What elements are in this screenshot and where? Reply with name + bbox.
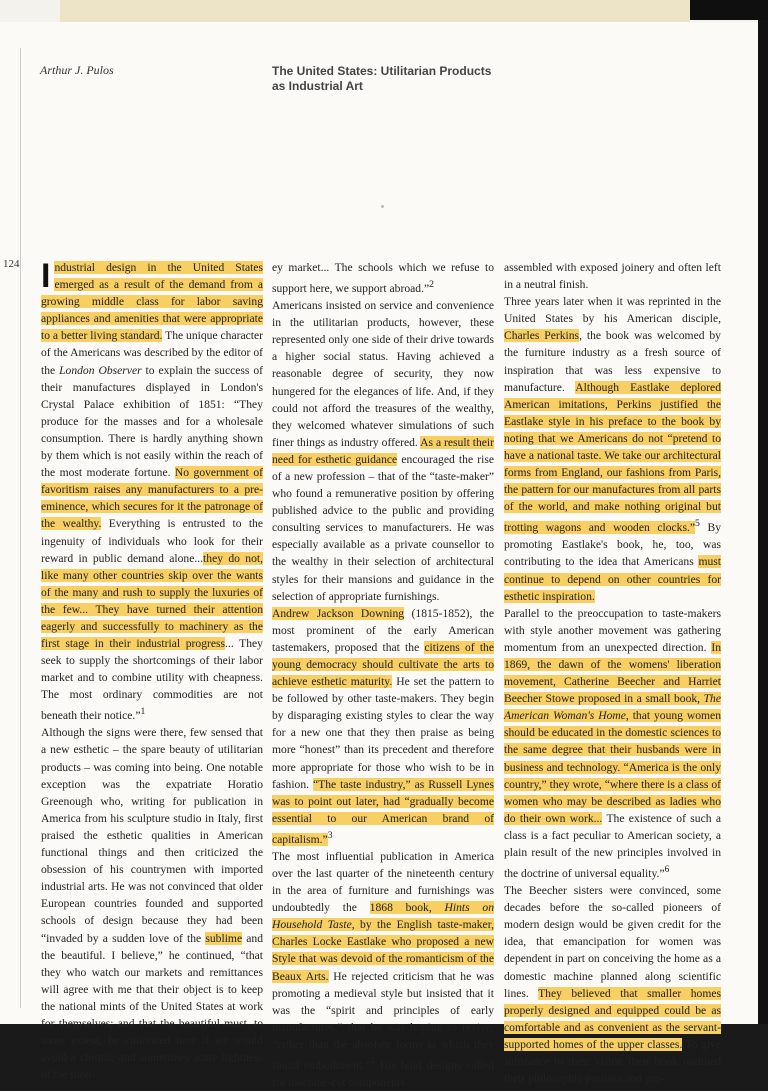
paragraph — [504, 293, 721, 605]
body-text: Parallel to the preoccupation to taste-makers with style another movement was gathering momentum from an unexpected direction. — [504, 606, 721, 654]
body-text: The existence of such a class is a fact peculiar to American society, a plain result of the new principles involved in the doctrine of universal equality.” — [504, 811, 721, 880]
paragraph — [504, 882, 721, 1087]
italic-title: Hints on Household Taste — [272, 901, 494, 932]
body-text: His bold designs called for machine-cut components — [272, 1058, 494, 1089]
margin-rule — [20, 48, 21, 1008]
footnote-marker: 6 — [664, 864, 670, 876]
body-text: assembled with exposed joinery and often left in a neutral finish. — [504, 261, 721, 292]
paragraph — [272, 259, 494, 297]
footnote-marker: 3 — [327, 829, 333, 841]
highlighted-text: Charles Perkins — [504, 329, 580, 343]
scan-speck — [381, 205, 384, 208]
chapter-title-line-2: as Industrial Art — [272, 79, 363, 93]
text-column-2 — [272, 259, 494, 1091]
body-text: The most influential publication in America over the last quarter of the nineteenth century in the area of furniture and furnishings was undoubtedly the — [272, 849, 494, 915]
running-head-author: Arthur J. Pulos — [40, 63, 114, 77]
body-text: (1815-1852), the most prominent of the early American tastemakers, proposed that the — [272, 606, 494, 654]
paragraph — [41, 724, 263, 1083]
body-text: He set the pattern to be followed by other taste-makers. They begin by disparaging existing styles to clear the way for a new one that they then praise as being more “honest” than its precedent and therefore more appropriate for those who wish to be in fashion. — [272, 675, 494, 791]
body-text: and the beautiful. I believe,” he continued, “that they who watch our markets and remittances will agree with me that their object is to keep the national mints of the United States at work for themselves; and that the beautiful must, to some extent, be cultivated here if we would avoid a chronic and sometimes acute tightness of the mon- — [41, 931, 263, 1082]
body-text: ey market... The schools which we refuse to support here, we support abroad.” — [272, 261, 494, 295]
body-text: The Beecher sisters were convinced, some decades before the so-called pioneers of modern design would be given credit for the idea, that emancipation for women was dependent in part on conceiving the home as a domestic machine planned along scientific lines. — [504, 884, 721, 1000]
highlighted-text: Andrew Jackson Downing — [272, 606, 405, 620]
scan-border — [758, 0, 768, 1024]
highlighted-text: 1868 book, — [369, 901, 445, 915]
highlighted-text: As a result their need for esthetic guidance — [272, 435, 494, 466]
paragraph — [272, 848, 494, 1091]
body-text: The unique character of the Americans was described by the editor of the — [41, 329, 263, 377]
body-text: He rejected criticism that he was promoting a medieval style but insisted that it was the “spirit and principles of early manufactures,” that he was hoping to revive, “rather than the absolute forms in which they found embodiment.” — [272, 969, 494, 1072]
highlighted-text: “The taste industry,” as Russell Lynes was to point out later, had “gradually become essential to our American brand of capitalism.” — [272, 777, 494, 846]
scan-tape-strip — [60, 0, 690, 22]
body-text: To give substance to their vision their book outlined their philosophic position and pro- — [504, 1037, 721, 1086]
italic-title: London Observer — [59, 363, 142, 377]
body-text: Although the signs were there, few sensed that a new esthetic – the spare beauty of utilitarian products – was coming into being. One notable exception was the expatriate Horatio Greenough who, writing for publication in America from his sculpture studio in Italy, first praised the esthetic qualities in American functional things and then criticized the obsession of his countrymen with imported industrial arts. He was not convinced that older European countries founded and supported schools of design because they had been “invaded by a sudden love of the — [41, 726, 263, 945]
paragraph — [41, 259, 263, 724]
body-text: By promoting Eastlake's book, he, too, was contributing to the idea that Americans — [504, 521, 721, 569]
highlighted-text: Although Eastlake deplored American imitations, Perkins justified the Eastlake style in his preface to the book by noting that we Americans do not “pretend to have a national taste. We take our architectural forms from England, our fashions from Paris, the pattern for our manufactures from all parts of the world, and make nothing original but trotting wagons and wooden clocks.” — [504, 380, 721, 535]
paragraph — [504, 605, 721, 882]
scan-corner — [690, 0, 768, 20]
chapter-title — [272, 64, 532, 94]
highlighted-text: citizens of the young democracy should cultivate the arts to achieve esthetic maturity. — [272, 640, 494, 689]
highlighted-text: ndustrial design in the United States emerged as a result of the demand from a growing middle class for labor saving appliances and amenities that were appropriate to a better living standard. — [41, 261, 263, 343]
body-text: to explain the success of their manufactures displayed in London's Crystal Palace exhibition of 1851: “They produce for the masses and for a wholesale consumption. There is hardly anything shown by them which is not easily within the reach of the most moderate fortune. — [41, 363, 263, 480]
drop-cap: I — [41, 257, 51, 295]
page-number: 124 — [3, 258, 20, 270]
highlighted-text: , by the English taste-maker, Charles Locke Eastlake who proposed a new Style that was devoid of the romanticism of the Beaux Arts. — [272, 918, 494, 983]
paragraph — [272, 605, 494, 848]
highlighted-text: sublime — [205, 931, 243, 945]
body-text: , the book was welcomed by the furniture industry as a fresh source of inspiration that was less expensive to manufacture. — [504, 329, 721, 394]
highlighted-text: they do not, like many other countries skip over the wants of the many and rush to supply the luxuries of the few... They have turned their attention eagerly and successfully to machinery as the first stage in their industrial progress — [41, 551, 263, 651]
paragraph — [272, 297, 494, 605]
highlighted-text: In 1869, the dawn of the womens' liberation movement, Catherine Beecher and Harriet Beecher Stowe proposed in a small book, — [504, 640, 721, 706]
highlighted-text: They believed that smaller homes properly designed and equipped could be as comfortable and as convenient as the servant-supported homes of the upper classes. — [504, 986, 721, 1051]
footnote-marker: 2 — [429, 279, 434, 291]
highlighted-text: , that young women should be educated in the domestic sciences to the same degree that their husbands were in business and technology. “America is the only country,” they wrote, “where there is a class of women who may be described as ladies who do their own work... — [504, 709, 721, 825]
body-text: Everything is entrusted to the ingenuity of individuals who look for their reward in public demand alone... — [41, 517, 263, 565]
chapter-title-line-1: The United States: Utilitarian Products — [272, 64, 492, 78]
highlighted-text: must continue to depend on other countries for esthetic inspiration. — [504, 555, 721, 603]
italic-title: The American Woman's Home — [504, 692, 721, 723]
paragraph — [504, 259, 721, 293]
footnote-marker: 4 — [370, 1056, 375, 1068]
highlighted-text: No government of favoritism raises any manufacturers to a pre-eminence, which secures for it the patronage of the wealthy. — [41, 466, 263, 531]
body-text: ... They seek to supply the shortcomings of their labor market and to combine utility with cheapness. The most ordinary commodities are not beneath their notice.” — [41, 637, 263, 723]
body-text: encouraged the rise of a new profession – that of the “taste-maker” who found a remunerative position by offering published advice to the public and providing consulting services to manufacturers. He was especially available as a private counsellor to the wealthy in their selection of architectural styles for their mansions and guidance in the selection of appropriate furnishings. — [272, 452, 495, 603]
text-column-1 — [41, 259, 263, 1083]
footnote-marker: 5 — [695, 518, 700, 530]
body-text: Three years later when it was reprinted in the United States by his American disciple, — [504, 295, 721, 326]
text-column-3 — [504, 259, 721, 1087]
footnote-marker: 1 — [140, 706, 146, 718]
body-text: Americans insisted on service and convenience in the utilitarian products, however, these represented only one side of their drive towards a higher social status. Having achieved a reasonable degree of security, they now hungered for the elegances of life. And, if they could not afford the treasures of the wealthy, they welcomed whatever simulations of such finer things as industry offered. — [272, 299, 494, 449]
